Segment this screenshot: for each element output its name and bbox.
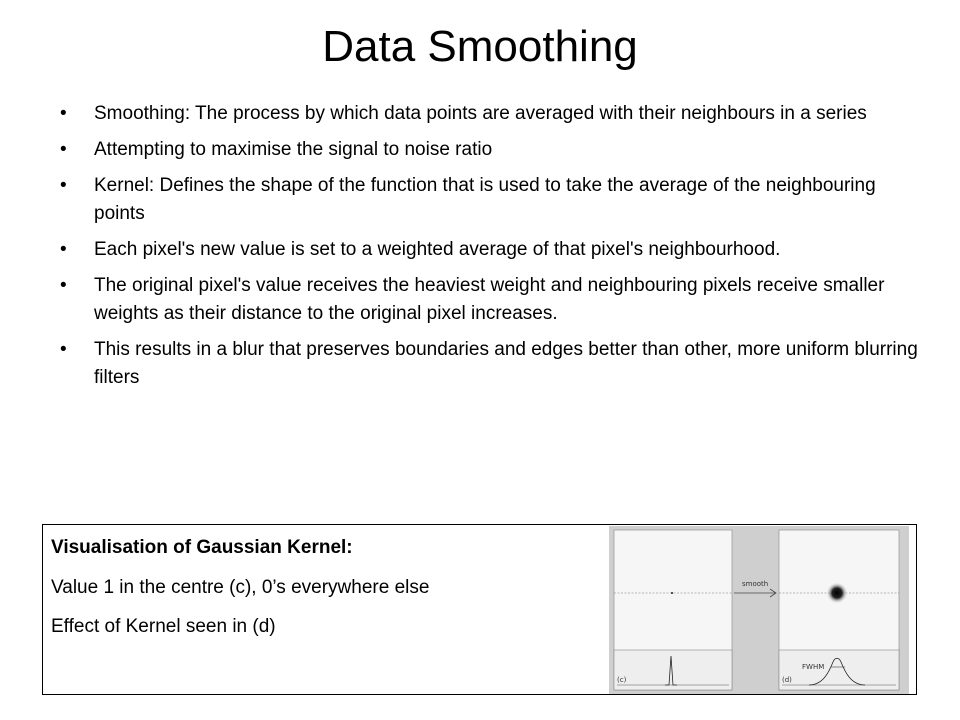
bullet-item: [58, 172, 918, 228]
bullet-marker: •: [60, 239, 67, 260]
box-heading: Visualisation of Gaussian Kernel:: [51, 537, 353, 558]
bullet-list: [58, 100, 918, 400]
gaussian-kernel-figure: [609, 526, 909, 694]
bullet-marker: •: [60, 339, 67, 360]
arrow-label: smooth: [742, 580, 769, 588]
panel-c-label: (c): [617, 676, 627, 684]
bullet-item: [58, 136, 918, 164]
fwhm-label: FWHM: [802, 663, 825, 671]
bullet-marker: •: [60, 275, 67, 296]
bullet-item: [58, 236, 918, 264]
box-text-line-2: Effect of Kernel seen in (d): [51, 616, 276, 637]
panel-d-profile: [779, 650, 899, 690]
bullet-marker: •: [60, 103, 67, 124]
bullet-text: Each pixel's new value is set to a weighted average of that pixel's neighbourhood.: [94, 239, 781, 260]
bullet-text: Smoothing: The process by which data points are averaged with their neighbours in a series: [94, 103, 867, 124]
panel-d-label: (d): [782, 676, 792, 684]
bullet-marker: •: [60, 175, 67, 196]
bullet-text: Attempting to maximise the signal to noise ratio: [94, 139, 493, 160]
panel-d-blur-blob: [826, 582, 848, 604]
bullet-text: Kernel: Defines the shape of the function that is used to take the average of the neighbouring points: [94, 175, 876, 224]
slide-title: Data Smoothing: [322, 22, 638, 71]
box-text-line-1: Value 1 in the centre (c), 0’s everywhere else: [51, 577, 430, 598]
bullet-text: The original pixel's value receives the heaviest weight and neighbouring pixels receive smaller weights as their distance to the original pixel increases.: [94, 275, 885, 324]
gaussian-kernel-box: [42, 524, 917, 695]
panel-c-center-pixel: [671, 592, 673, 594]
bullet-text: This results in a blur that preserves boundaries and edges better than other, more uniform blurring filters: [94, 339, 918, 388]
bullet-item: [58, 100, 918, 128]
bullet-marker: •: [60, 139, 67, 160]
bullet-item: [58, 336, 918, 392]
bullet-item: [58, 272, 918, 328]
